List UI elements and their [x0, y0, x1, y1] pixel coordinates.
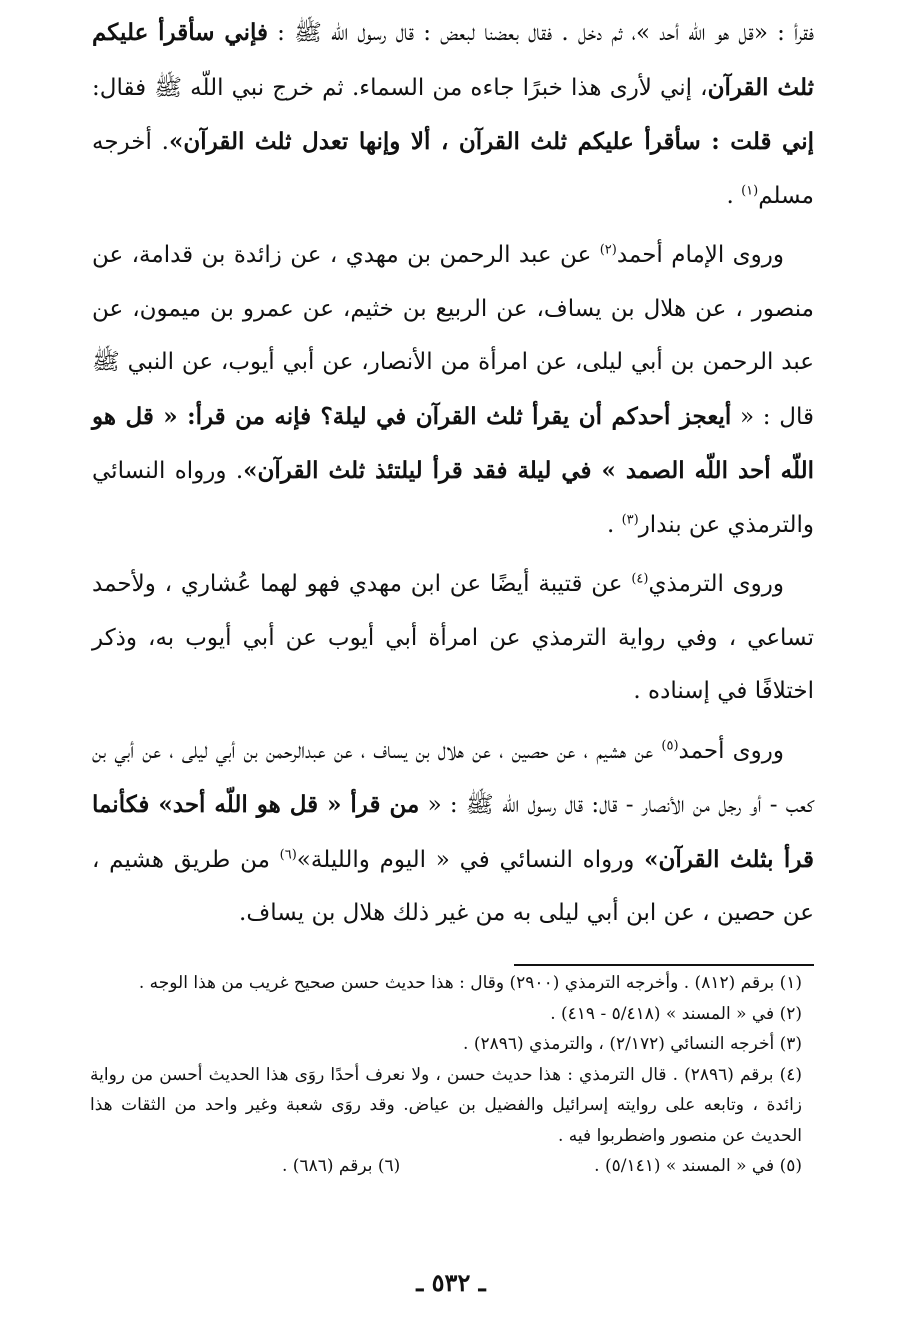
footnote-4: (٤) برقم (٢٨٩٦) . قال الترمذي : هذا حديث حسن ، ولا نعرف أحدًا روَى هذا الحديث أحسن من رواية زائدة ، وتابعه على روايته إسرائيل والفضيل بن عياض. وقد روَى شعبة وغير واحد من الثقات هذا الحديث عن منصور واضطربوا فيه . [90, 1064, 803, 1146]
text-run: ، إني لأرى هذا خبرًا جاءه من السماء. ثم خرج نبي اللّه ﷺ فقال: [92, 74, 708, 101]
footnote-6: (٦) برقم (٦٨٦) . [282, 1156, 401, 1176]
text-run: من طريق هشيم ، عن حصين ، عن ابن أبي ليلى به من غير ذلك هلال بن يساف. [92, 846, 814, 926]
hadith-text: إني قلت : سأقرأ عليكم ثلث القرآن ، ألا وإنها تعدل ثلث القرآن» [169, 128, 814, 155]
footnote-ref: (٢) [599, 242, 617, 258]
paragraph-4 [92, 725, 814, 941]
text-run: . [606, 511, 622, 538]
hadith-text: فإني سأقرأ عليكم ثلث القرآن [92, 19, 814, 101]
main-text [92, 6, 814, 941]
footnote-5: (٥) في « المسند » (٥/١٤١) . [594, 1156, 802, 1176]
text-run: ورواه النسائي في « اليوم والليلة» [296, 846, 645, 873]
paragraph-1 [92, 6, 814, 223]
footnote-ref: (٦) [279, 846, 297, 862]
footnote-ref: (١) [741, 182, 759, 198]
footnote-2: (٢) في « المسند » (٥/٤١٨ - ٤١٩) . [550, 1003, 802, 1024]
footnote-ref: (٣) [621, 511, 639, 527]
text-run: عن هشيم ، عن حصين ، عن هلال بن يساف ، عن عبدالرحمن بن أبي ليلى ، عن أبي بن كعب - أو رجل من الأنصار - قال: قال رسول اللّه ﷺ : « [92, 737, 815, 818]
text-run: فقرأ : «قل هو اللّه أحد »، ثم دخل . فقال بعضنا لبعض : قال رسول اللّه ﷺ : [267, 20, 815, 46]
paragraph-3 [92, 558, 814, 719]
text-run: وروى الترمذي [648, 571, 785, 597]
text-run: وروى أحمد [678, 737, 784, 764]
text-run: . [726, 182, 742, 209]
footnote-ref: (٤) [631, 571, 649, 587]
text-run: . أخرجه مسلم [92, 129, 814, 209]
footnote-3: (٣) أخرجه النسائي (٢/١٧٢) ، والترمذي (٢٨٩٦) . [463, 1034, 802, 1054]
footnote-divider [514, 964, 814, 966]
paragraph-2 [92, 229, 814, 552]
page-number: ـ ٥٣٢ ـ [416, 1268, 486, 1297]
text-run: عن قتيبة أيضًا عن ابن مهدي فهو لهما عُشاري ، ولأحمد تساعي ، وفي رواية الترمذي عن امرأة أبي أيوب عن أبي أيوب به، وذكر اختلافًا في إسناده . [92, 571, 814, 704]
footnotes [90, 968, 802, 1182]
footnotes-5-6 [282, 1151, 802, 1182]
text-run: . ورواه النسائي والترمذي عن بندار [92, 458, 814, 538]
hadith-text: من قرأ « قل هو اللّه أحد» فكأنما قرأ بثلث القرآن» [92, 791, 815, 873]
hadith-text: أيعجز أحدكم أن يقرأ ثلث القرآن في ليلة؟ فإنه من قرأ: « قل هو اللّه أحد اللّه الصمد » في ليلة فقد قرأ ليلتئذ ثلث القرآن» [92, 402, 814, 484]
footnote-1: (١) برقم (٨١٢) . وأخرجه الترمذي (٢٩٠٠) وقال : هذا حديث حسن صحيح غريب من هذا الوجه . [138, 973, 802, 993]
footnote-ref: (٥) [661, 737, 679, 753]
text-run: وروى الإمام أحمد [616, 242, 784, 268]
text-run: عن عبد الرحمن بن مهدي ، عن زائدة بن قدامة، عن منصور ، عن هلال بن يساف، عن الربيع بن خثيم، عن عمرو بن ميمون، عن عبد الرحمن بن أبي ليلى، عن امرأة من الأنصار، عن أبي أيوب، عن النبي ﷺ قال : « [92, 242, 815, 430]
